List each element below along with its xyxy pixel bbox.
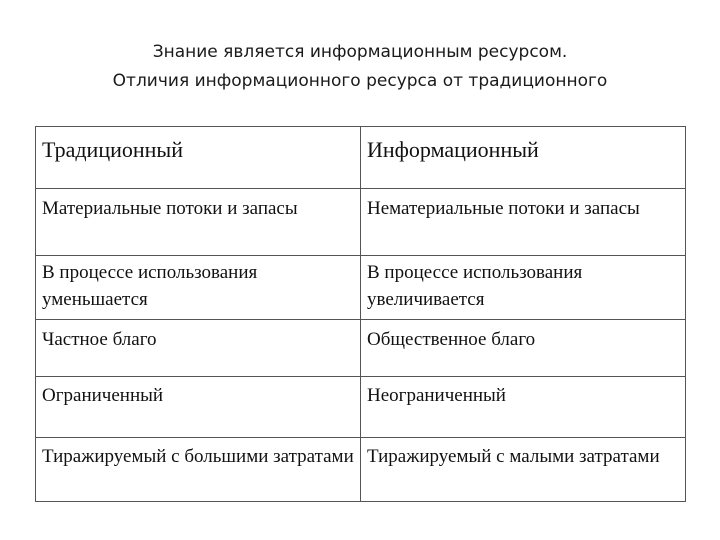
slide-title — [0, 38, 720, 96]
table-cell: Нематериальные потоки и запасы — [361, 189, 686, 256]
title-line-1: Знание является информационным ресурсом. — [152, 42, 568, 62]
title-line-2: Отличия информационного ресурса от традиционного — [112, 71, 608, 91]
header-informational: Информационный — [361, 127, 686, 189]
table-cell: Общественное благо — [361, 320, 686, 377]
table-row — [36, 320, 686, 377]
comparison-table — [35, 126, 686, 502]
table-row — [36, 438, 686, 502]
table-cell: Ограниченный — [36, 377, 361, 438]
table-cell: Тиражируемый с малыми затратами — [361, 438, 686, 502]
table-row — [36, 377, 686, 438]
table-row — [36, 256, 686, 320]
header-traditional: Традиционный — [36, 127, 361, 189]
table-cell: В процессе использования увеличивается — [361, 256, 686, 320]
table-row — [36, 189, 686, 256]
table-header-row — [36, 127, 686, 189]
table-cell: Частное благо — [36, 320, 361, 377]
table-cell: Неограниченный — [361, 377, 686, 438]
table-cell: В процессе использования уменьшается — [36, 256, 361, 320]
table-cell: Материальные потоки и запасы — [36, 189, 361, 256]
table-cell: Тиражируемый с большими затратами — [36, 438, 361, 502]
